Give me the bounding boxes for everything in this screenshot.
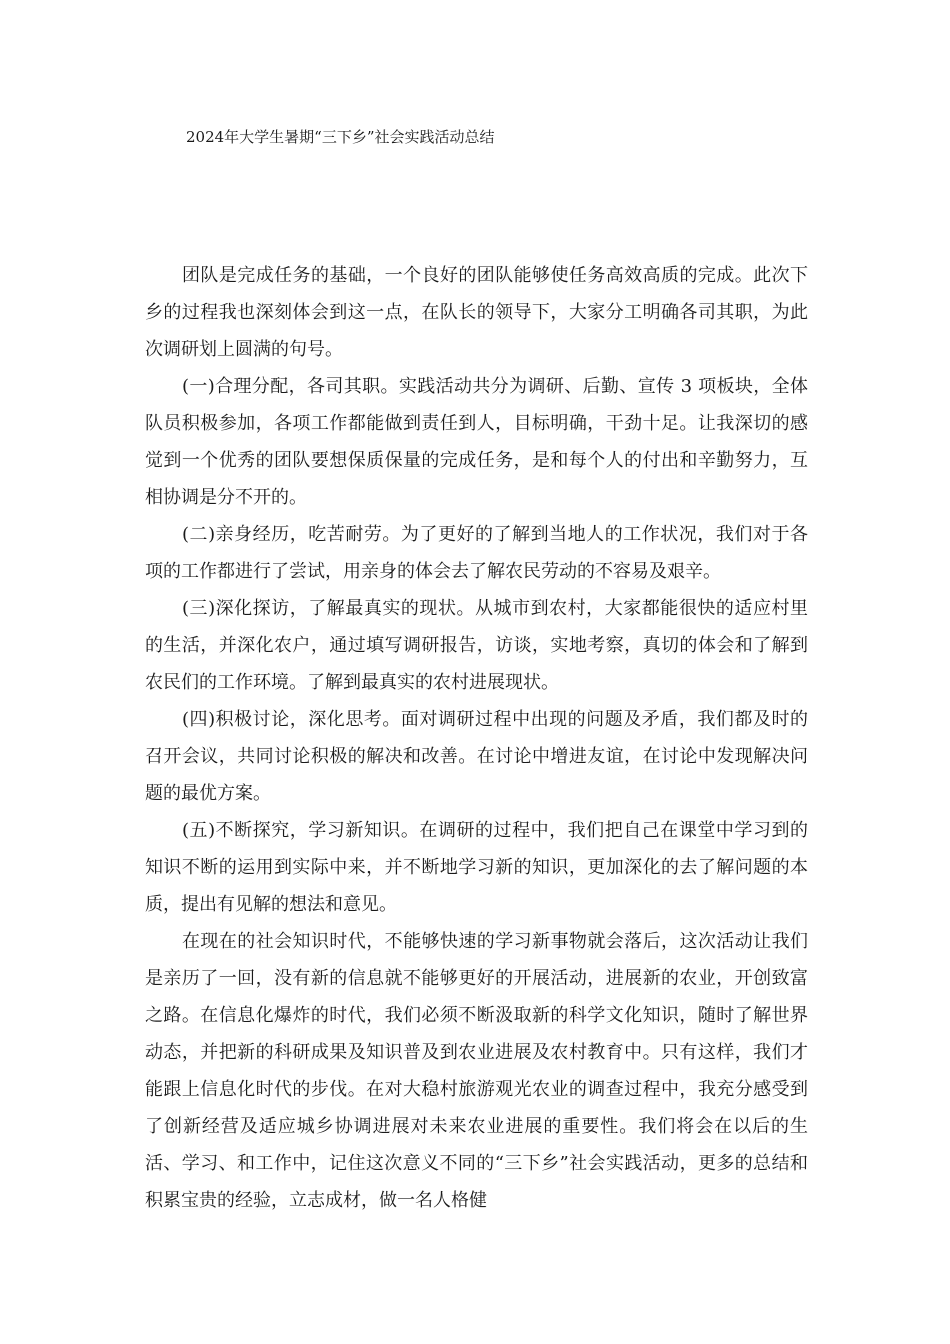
paragraph-intro: 团队是完成任务的基础，一个良好的团队能够使任务高效高质的完成。此次下乡的过程我也深刻体会到这一点，在队长的领导下，大家分工明确各司其职，为此次调研划上圆满的句号。: [145, 265, 808, 360]
paragraph-section-5: (五)不断探究，学习新知识。在调研的过程中，我们把自己在课堂中学习到的知识不断的运用到实际中来，并不断地学习新的知识，更加深化的去了解问题的本质，提出有见解的想法和意见。: [145, 820, 808, 915]
paragraph-section-1: (一)合理分配，各司其职。实践活动共分为调研、后勤、宣传 3 项板块，全体队员积极参加，各项工作都能做到责任到人，目标明确，干劲十足。让我深切的感觉到一个优秀的团队要想保质保量的完成任务，是和每个人的付出和辛勤努力，互相协调是分不开的。: [145, 376, 808, 508]
document-body: [145, 257, 808, 1219]
paragraph-section-2: (二)亲身经历，吃苦耐劳。为了更好的了解到当地人的工作状况，我们对于各项的工作都进行了尝试，用亲身的体会去了解农民劳动的不容易及艰辛。: [145, 524, 808, 582]
paragraph-section-3: (三)深化探访，了解最真实的现状。从城市到农村，大家都能很快的适应村里的生活，并深化农户，通过填写调研报告，访谈，实地考察，真切的体会和了解到农民们的工作环境。了解到最真实的农村进展现状。: [145, 598, 808, 693]
paragraph-section-4: (四)积极讨论，深化思考。面对调研过程中出现的问题及矛盾，我们都及时的召开会议，共同讨论积极的解决和改善。在讨论中增进友谊，在讨论中发现解决问题的最优方案。: [145, 709, 808, 804]
document-title: 2024年大学生暑期“三下乡”社会实践活动总结: [186, 128, 495, 146]
paragraph-conclusion: 在现在的社会知识时代，不能够快速的学习新事物就会落后，这次活动让我们是亲历了一回，没有新的信息就不能够更好的开展活动，进展新的农业，开创致富之路。在信息化爆炸的时代，我们必须不断汲取新的科学文化知识，随时了解世界动态，并把新的科研成果及知识普及到农业进展及农村教育中。只有这样，我们才能跟上信息化时代的步伐。在对大稳村旅游观光农业的调查过程中，我充分感受到了创新经营及适应城乡协调进展对未来农业进展的重要性。我们将会在以后的生活、学习、和工作中，记住这次意义不同的“三下乡”社会实践活动，更多的总结和积累宝贵的经验，立志成材，做一名人格健: [145, 931, 808, 1211]
